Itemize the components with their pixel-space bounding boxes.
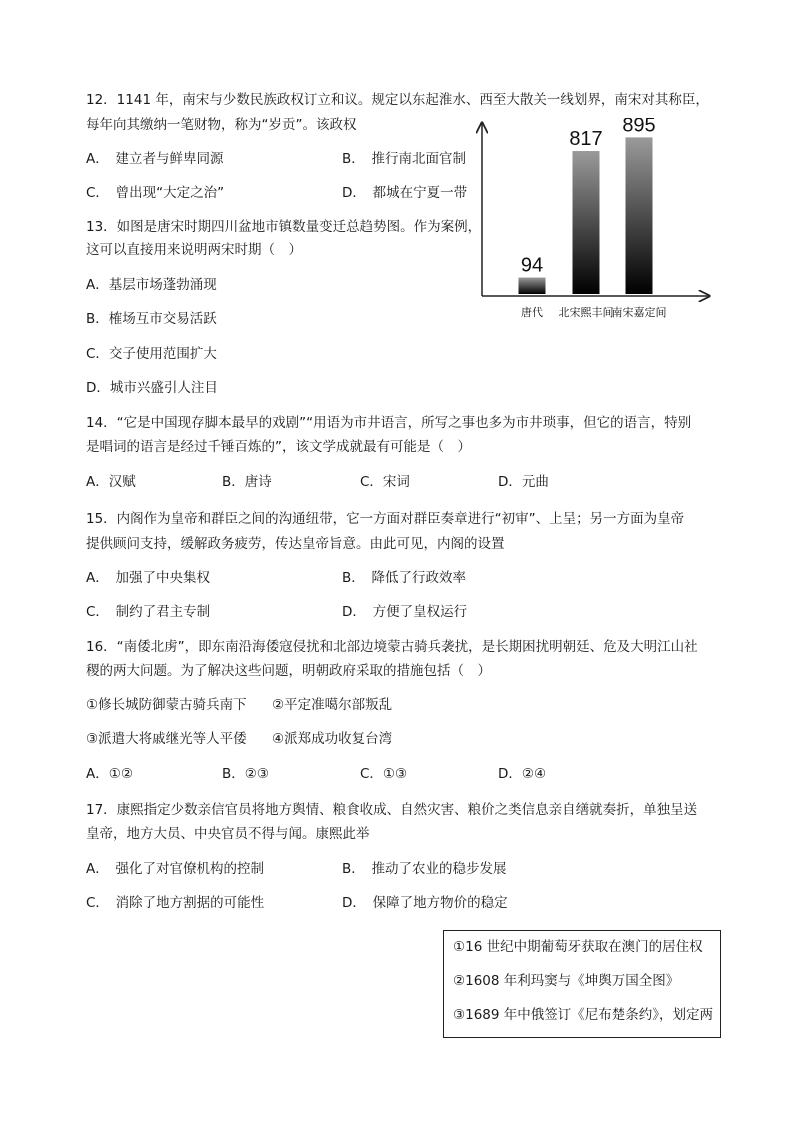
material-item-2: ②1608 年利玛窦与《坤舆万国全图》 — [453, 973, 680, 989]
q13-option-c[interactable]: C．交子使用范围扩大 — [86, 346, 217, 362]
q16-item-3: ③派遣大将戚继光等人平倭 — [86, 731, 247, 747]
q12-option-d[interactable]: D． 都城在宁夏一带 — [342, 185, 468, 201]
market-town-bar-chart — [468, 118, 718, 328]
bar-2 — [626, 137, 653, 294]
q16-option-b[interactable]: B．②③ — [222, 766, 269, 782]
q14-option-a[interactable]: A．汉赋 — [86, 474, 136, 490]
category-label-0: 唐代 — [521, 306, 543, 319]
q15-option-c[interactable]: C． 制约了君主专制 — [86, 604, 211, 620]
q14-option-c[interactable]: C．宋词 — [360, 474, 410, 490]
q14-stem-line1: 14．“它是中国现存脚本最早的戏剧”“用语为市井语言，所写之事也多为市井琐事，但它的语言，特别 — [86, 415, 692, 431]
q17-option-a[interactable]: A． 强化了对官僚机构的控制 — [86, 861, 264, 877]
bar-1 — [573, 151, 600, 294]
q15-option-d[interactable]: D． 方便了皇权运行 — [342, 604, 468, 620]
q12-option-c[interactable]: C． 曾出现“大定之治” — [86, 185, 225, 201]
q13-stem-line1: 13．如图是唐宋时期四川盆地市镇数量变迁总趋势图。作为案例， — [86, 219, 482, 235]
q14-stem-line2: 是唱词的语言是经过千锤百炼的”，该文学成就最有可能是（ ） — [86, 439, 471, 455]
q17-option-c[interactable]: C． 消除了地方割据的可能性 — [86, 895, 265, 911]
q12-stem-line1: 12．1141 年，南宋与少数民族政权订立和议。规定以东起淮水、西至大散关一线划界，南宋对其称臣， — [86, 92, 709, 108]
q16-item-4: ④派郑成功收复台湾 — [272, 731, 393, 747]
q17-stem-line2: 皇帝，地方大员、中央官员不得与闻。康熙此举 — [86, 826, 370, 842]
bar-value-label-1: 817 — [569, 128, 603, 151]
q16-stem-line2: 稷的两大问题。为了解决这些问题，明朝政府采取的措施包括（ ） — [86, 663, 491, 679]
q13-option-d[interactable]: D．城市兴盛引人注目 — [86, 380, 218, 396]
q13-option-b[interactable]: B．榷场互市交易活跃 — [86, 311, 217, 327]
material-box — [443, 930, 721, 1038]
q17-option-d[interactable]: D． 保障了地方物价的稳定 — [342, 895, 508, 911]
material-item-1: ①16 世纪中期葡萄牙获取在澳门的居住权 — [453, 939, 703, 955]
q16-option-a[interactable]: A．①② — [86, 766, 133, 782]
category-label-2: 南宋嘉定间 — [611, 306, 667, 319]
bar-0 — [519, 278, 546, 294]
q16-option-d[interactable]: D．②④ — [498, 766, 547, 782]
q13-stem-line2: 这可以直接用来说明两宋时期（ ） — [86, 242, 302, 258]
q17-stem-line1: 17．康熙指定少数亲信官员将地方舆情、粮食收成、自然灾害、粮价之类信息亲自缮就奏折，单独呈送 — [86, 802, 698, 818]
q12-stem-line2: 每年向其缴纳一笔财物，称为“岁贡”。该政权 — [86, 117, 357, 133]
q16-item-1: ①修长城防御蒙古骑兵南下 — [86, 697, 247, 713]
material-item-3: ③1689 年中俄签订《尼布楚条约》，划定两 — [453, 1007, 713, 1023]
q15-stem-line1: 15．内阁作为皇帝和群臣之间的沟通纽带，它一方面对群臣奏章进行“初审”、上呈；另一方面为皇帝 — [86, 511, 685, 527]
q17-option-b[interactable]: B． 推动了农业的稳步发展 — [342, 861, 507, 877]
q12-option-a[interactable]: A． 建立者与鲜卑同源 — [86, 151, 224, 167]
q14-option-d[interactable]: D．元曲 — [498, 474, 549, 490]
q15-stem-line2: 提供顾问支持，缓解政务疲劳，传达皇帝旨意。由此可见，内阁的设置 — [86, 536, 505, 552]
q14-option-b[interactable]: B．唐诗 — [222, 474, 272, 490]
q15-option-a[interactable]: A． 加强了中央集权 — [86, 570, 210, 586]
q16-stem-line1: 16．“南倭北虏”，即东南沿海倭寇侵扰和北部边境蒙古骑兵袭扰，是长期困扰明朝廷、危及大明江山社 — [86, 639, 698, 655]
bar-value-label-2: 895 — [622, 118, 656, 137]
q13-option-a[interactable]: A．基层市场蓬勃涌现 — [86, 277, 217, 293]
q15-option-b[interactable]: B． 降低了行政效率 — [342, 570, 467, 586]
bar-value-label-0: 94 — [520, 254, 544, 277]
category-label-1: 北宋熙丰间 — [558, 306, 614, 319]
q16-item-2: ②平定准噶尔部叛乱 — [272, 697, 393, 713]
q16-option-c[interactable]: C．①③ — [360, 766, 408, 782]
q12-option-b[interactable]: B． 推行南北面官制 — [342, 151, 467, 167]
